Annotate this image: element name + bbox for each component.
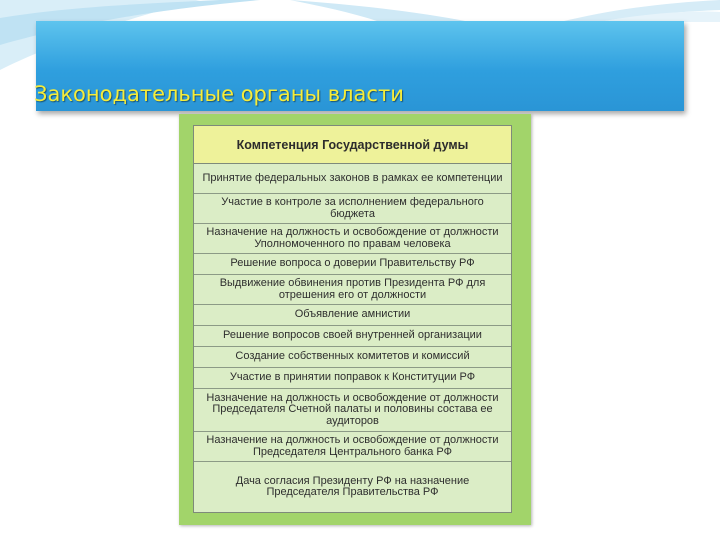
competence-table [193,125,512,513]
table-row: Принятие федеральных законов в рамках ее компетенции [194,164,511,194]
table-row: Дача согласия Президенту РФ на назначение Председателя Правительства РФ [235,474,470,498]
table-row: Назначение на должность и освобождение от должности Уполномоченного по правам человека [194,224,511,254]
competence-table-panel [179,114,531,525]
table-row: Участие в принятии поправок к Конституции РФ [194,368,511,389]
table-row: Создание собственных комитетов и комиссий [194,347,511,368]
table-row: Назначение на должность и освобождение от должности Председателя Счетной палаты и половины состава ее аудиторов [194,389,511,432]
table-row: Участие в контроле за исполнением федерального бюджета [194,194,511,224]
table-row: Выдвижение обвинения против Президента РФ для отрешения его от должности [194,275,511,305]
table-row: Решение вопроса о доверии Правительству РФ [194,254,511,275]
table-row: Объявление амнистии [194,305,511,326]
table-row: Назначение на должность и освобождение от должности Председателя Центрального банка РФ [194,432,511,462]
slide-title: Законодательные органы власти [34,82,404,106]
table-header: Компетенция Государственной думы [194,126,511,164]
table-row: Решение вопросов своей внутренней организации [194,326,511,347]
